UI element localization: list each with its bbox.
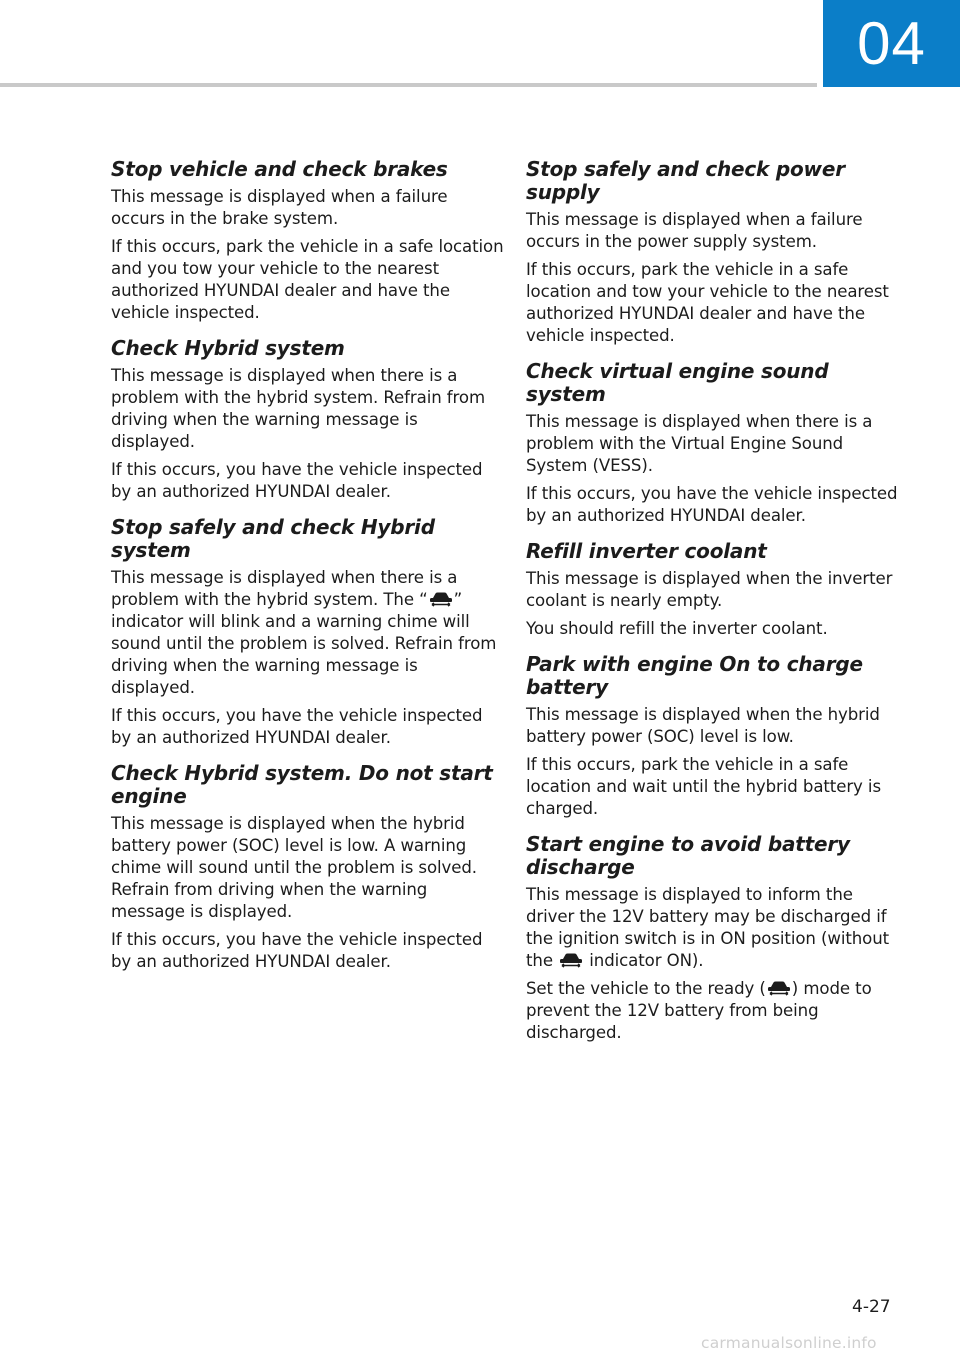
paragraph: If this occurs, park the vehicle in a safe location and wait until the hybrid battery is charged. [526, 755, 881, 818]
paragraph: If this occurs, you have the vehicle inspected by an authorized HYUNDAI dealer. [111, 460, 483, 501]
text-run: ) mode to prevent the 12V battery from being discharged. [526, 979, 872, 1042]
section-stop-safely-check-power [526, 158, 906, 347]
left-column [111, 158, 506, 986]
section-start-engine-avoid-discharge [526, 833, 906, 1044]
ready-car-icon [558, 952, 584, 968]
paragraph: If this occurs, you have the vehicle inspected by an authorized HYUNDAI dealer. [526, 484, 898, 525]
text-run: Set the vehicle to the ready ( [526, 979, 766, 998]
section-title: Check Hybrid system [111, 336, 345, 360]
paragraph: If this occurs, park the vehicle in a safe location and tow your vehicle to the nearest authorized HYUNDAI dealer and have the vehicle inspected. [526, 260, 889, 345]
page-number: 4-27 [852, 1297, 891, 1317]
text-run: This message is displayed when there is a problem with the hybrid system. The “ [111, 568, 458, 609]
paragraph: This message is displayed when there is a problem with the hybrid system. Refrain from driving when the warning message is displayed. [111, 366, 486, 451]
ready-car-icon [766, 980, 792, 996]
paragraph [526, 884, 906, 972]
paragraph: If this occurs, you have the vehicle inspected by an authorized HYUNDAI dealer. [111, 930, 483, 971]
paragraph: This message is displayed when the hybrid battery power (SOC) level is low. A warning chime will sound until the problem is solved. Refrain from driving when the warning message is displayed. [111, 814, 477, 921]
text-run: This message is displayed to inform the driver the 12V battery may be discharged if the ignition switch is in ON position (without the [526, 885, 890, 970]
paragraph [526, 978, 906, 1044]
section-check-virtual-engine-sound [526, 360, 906, 527]
chapter-tab [823, 0, 960, 87]
paragraph: This message is displayed when a failure occurs in the brake system. [111, 187, 448, 228]
text-run: indicator ON). [584, 951, 704, 970]
watermark: carmanualsonline.info [701, 1334, 877, 1352]
ready-car-icon [428, 591, 454, 607]
paragraph [111, 567, 506, 699]
section-title: Check Hybrid system. Do not start engine [111, 761, 493, 808]
section-title: Start engine to avoid battery discharge [526, 832, 850, 879]
paragraph: If this occurs, park the vehicle in a safe location and you tow your vehicle to the nearest authorized HYUNDAI dealer and have the vehicle inspected. [111, 237, 504, 322]
section-title: Stop safely and check Hybrid system [111, 515, 435, 562]
paragraph: You should refill the inverter coolant. [526, 619, 828, 638]
paragraph: This message is displayed when the inverter coolant is nearly empty. [526, 569, 893, 610]
right-column [526, 158, 906, 1057]
section-check-hybrid-system [111, 337, 506, 503]
section-title: Refill inverter coolant [526, 539, 767, 563]
paragraph: This message is displayed when there is a problem with the Virtual Engine Sound System (VESS). [526, 412, 873, 475]
section-refill-inverter-coolant [526, 540, 906, 640]
section-title: Stop vehicle and check brakes [111, 157, 448, 181]
paragraph: If this occurs, you have the vehicle inspected by an authorized HYUNDAI dealer. [111, 706, 483, 747]
section-title: Stop safely and check power supply [526, 157, 845, 204]
paragraph: This message is displayed when a failure occurs in the power supply system. [526, 210, 863, 251]
section-park-engine-on-charge [526, 653, 906, 820]
section-title: Check virtual engine sound system [526, 359, 829, 406]
section-stop-safely-check-hybrid [111, 516, 506, 749]
chapter-number: 04 [857, 10, 926, 77]
header-rule [0, 83, 817, 87]
section-stop-vehicle-check-brakes [111, 158, 506, 324]
section-check-hybrid-do-not-start [111, 762, 506, 973]
paragraph: This message is displayed when the hybrid battery power (SOC) level is low. [526, 705, 880, 746]
text-run: ” indicator will blink and a warning chime will sound until the problem is solved. Refrain from driving when the warning message is displayed. [111, 590, 497, 697]
section-title: Park with engine On to charge battery [526, 652, 863, 699]
